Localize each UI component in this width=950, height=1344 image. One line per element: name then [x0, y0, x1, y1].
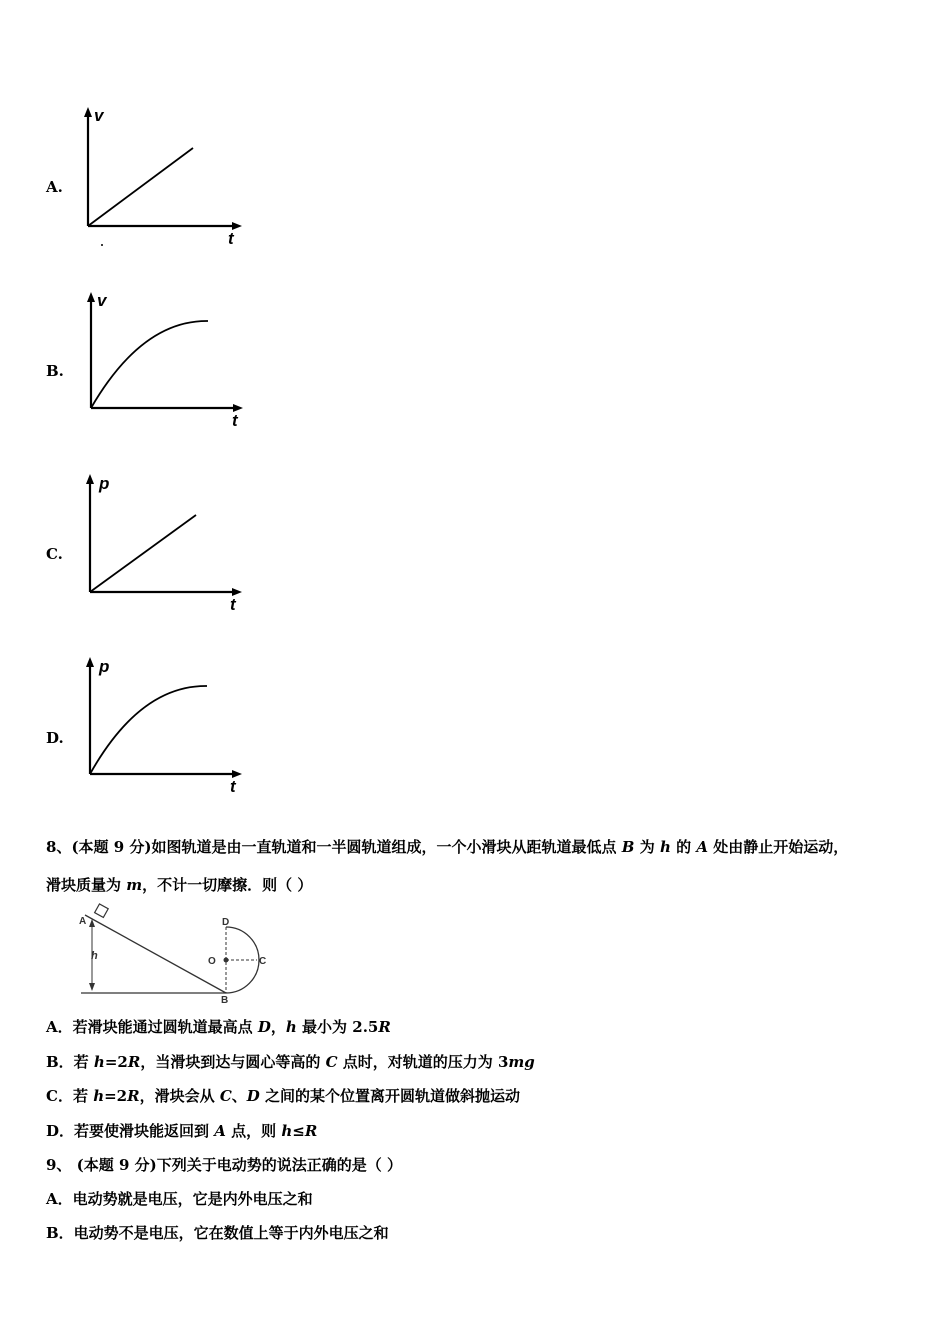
graph-option-c	[80, 472, 255, 614]
axis-y-label: v	[94, 106, 104, 125]
graph-option-b	[80, 290, 255, 430]
svg-text:B: B	[221, 995, 229, 1006]
svg-text:A: A	[79, 916, 87, 927]
question-8-option-a: A．若滑块能通过圆轨道最高点 D，h 最小为 2.5R	[46, 1018, 391, 1036]
option-c-label: C.	[46, 545, 63, 563]
axis-y-label: p	[99, 474, 110, 493]
question-8-option-d: D．若要使滑块能返回到 A 点，则 h≤R	[46, 1122, 318, 1140]
slider-block	[95, 904, 109, 918]
question-8-option-b: B．若 h=2R，当滑块到达与圆心等高的 C 点时，对轨道的压力为 3mg	[46, 1053, 535, 1071]
question-9-option-a: A．电动势就是电压，它是内外电压之和	[46, 1190, 313, 1208]
question-8-stem-line1: 8、(本题 9 分)如图轨道是由一直轨道和一半圆轨道组成，一个小滑块从距轨道最低点 B 为 h 的 A 处由静止开始运动，	[46, 838, 849, 856]
graph-option-a	[80, 105, 255, 250]
svg-text:C: C	[259, 956, 267, 967]
axis-y-label: p	[99, 657, 110, 676]
svg-text:O: O	[208, 956, 216, 967]
question-9-stem: 9、 (本题 9 分)下列关于电动势的说法正确的是（ ）	[46, 1156, 402, 1174]
svg-text:h: h	[91, 950, 98, 962]
axis-x-label: t	[228, 229, 234, 248]
svg-text:D: D	[222, 917, 230, 928]
question-8-option-c: C．若 h=2R，滑块会从 C、D 之间的某个位置离开圆轨道做斜抛运动	[46, 1087, 521, 1105]
option-b-label: B.	[46, 362, 64, 380]
option-d-label: D.	[46, 729, 64, 747]
option-a-label: A.	[46, 178, 63, 196]
graph-option-d	[80, 655, 255, 798]
axis-x-label: t	[230, 777, 236, 796]
axis-y-label: v	[97, 291, 107, 310]
question-8-stem-line2: 滑块质量为 m，不计一切摩擦．则（ ）	[46, 876, 313, 894]
track-diagram	[75, 902, 275, 1006]
question-9-option-b: B．电动势不是电压，它在数值上等于内外电压之和	[46, 1224, 389, 1242]
axis-x-label: t	[232, 411, 238, 430]
axis-x-label: t	[230, 595, 236, 614]
